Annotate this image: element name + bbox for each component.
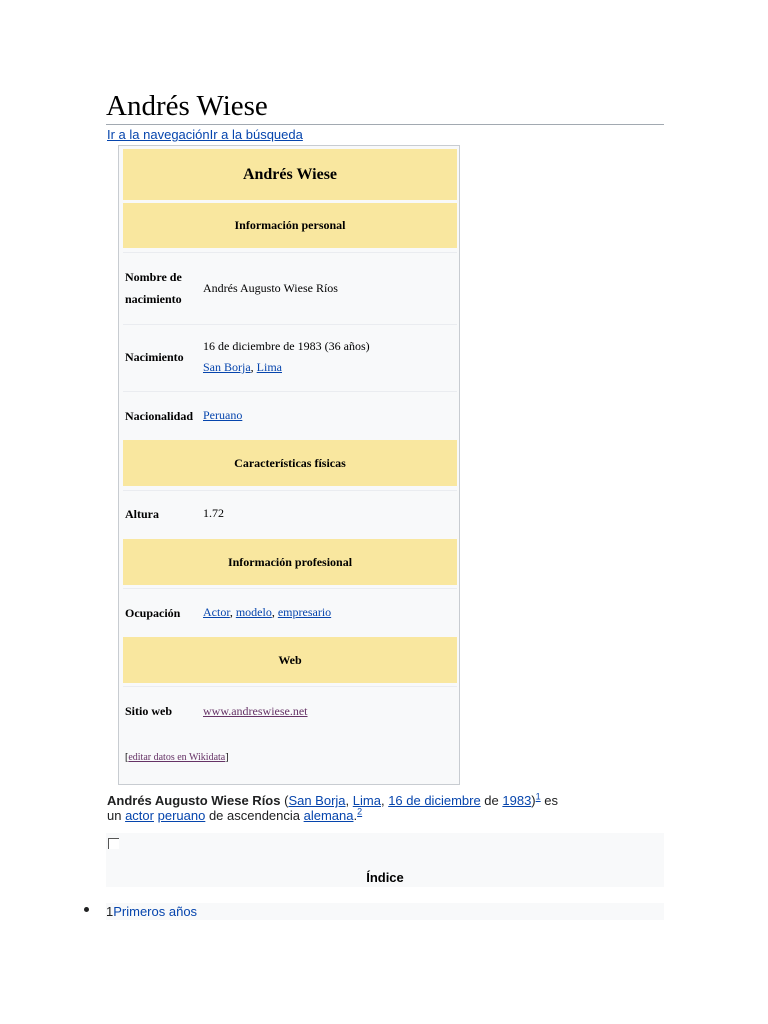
page-title: Andrés Wiese [106, 88, 664, 125]
birth-place [203, 357, 457, 378]
infobox-section-personal: Información personal [123, 203, 457, 248]
height-value: 1.72 [203, 506, 224, 520]
infobox-title: Andrés Wiese [123, 149, 457, 200]
table-of-contents [106, 833, 664, 887]
intro-lima-link[interactable]: Lima [352, 793, 381, 808]
birth-date: 16 de diciembre de 1983 (36 años) [203, 339, 370, 353]
infobox-row-height [123, 490, 457, 536]
intro-text: , [380, 793, 389, 808]
birth-label: Nacimiento [125, 350, 184, 364]
occupation-value [203, 602, 457, 623]
infobox-row-nationality [123, 391, 457, 439]
intro-text: de [480, 793, 503, 808]
birth-place-separator: , [250, 360, 257, 374]
reference-1-link[interactable]: 1 [535, 791, 541, 802]
website-label: Sitio web [125, 704, 173, 718]
intro-san-borja-link[interactable]: San Borja [288, 793, 346, 808]
intro-text: ( [280, 793, 289, 808]
website-link[interactable]: www.andreswiese.net [203, 703, 308, 718]
nationality-link[interactable]: Peruano [203, 408, 243, 422]
website-value [203, 701, 457, 722]
occupation-label: Ocupación [125, 605, 181, 620]
occupation-separator: , [229, 605, 236, 619]
reference-2-link[interactable]: 2 [357, 806, 363, 817]
intro-date-link[interactable]: 16 de diciembre [388, 793, 481, 808]
intro-name: Andrés Augusto Wiese Ríos [107, 793, 281, 808]
intro-alemana-link[interactable]: alemana [303, 808, 354, 823]
birth-place-lima-link[interactable]: Lima [256, 360, 282, 374]
infobox-section-web: Web [123, 637, 457, 683]
intro-text: ) [531, 793, 536, 808]
wikidata-edit [125, 752, 229, 763]
toc-toggle-checkbox[interactable] [108, 838, 119, 849]
toc-item-link[interactable]: Primeros años [113, 904, 198, 919]
occupation-empresario-link[interactable]: empresario [277, 605, 332, 619]
intro-text: un [107, 808, 126, 823]
birth-place-san-borja-link[interactable]: San Borja [203, 360, 251, 374]
nationality-value [203, 405, 457, 426]
bullet-icon [84, 907, 89, 912]
infobox-row-website [123, 686, 457, 735]
wikidata-edit-link[interactable]: editar datos en Wikidata [128, 752, 226, 763]
toc-item-number: 1 [106, 904, 114, 919]
infobox-row-occupation [123, 588, 457, 636]
height-label: Altura [125, 506, 159, 521]
nationality-label: Nacionalidad [125, 408, 194, 423]
edit-bracket-close: ] [225, 752, 229, 763]
intro-paragraph [107, 793, 667, 823]
toc-item[interactable] [106, 903, 664, 920]
intro-actor-link[interactable]: actor [125, 808, 154, 823]
jump-links-link[interactable]: Ir a la navegaciónIr a la búsqueda [107, 127, 303, 142]
infobox-section-professional: Información profesional [123, 539, 457, 585]
infobox [118, 145, 460, 785]
birth-name-value: Andrés Augusto Wiese Ríos [203, 280, 338, 295]
infobox-row-birth-name [123, 252, 457, 323]
toc-title: Índice [366, 870, 404, 885]
intro-text: es [540, 793, 558, 808]
birth-value [203, 336, 457, 378]
occupation-separator: , [271, 605, 278, 619]
jump-links[interactable] [107, 127, 303, 143]
intro-text: de ascendencia [205, 808, 304, 823]
edit-bracket-open: [ [125, 752, 129, 763]
intro-text: . [353, 808, 358, 823]
occupation-actor-link[interactable]: Actor [203, 605, 230, 619]
intro-peruano-link[interactable]: peruano [157, 808, 206, 823]
intro-text: , [345, 793, 353, 808]
infobox-row-birth [123, 324, 457, 389]
occupation-modelo-link[interactable]: modelo [235, 605, 272, 619]
intro-year-link[interactable]: 1983 [502, 793, 532, 808]
birth-name-label: Nombre de nacimiento [125, 270, 182, 306]
infobox-section-physical: Características físicas [123, 440, 457, 486]
